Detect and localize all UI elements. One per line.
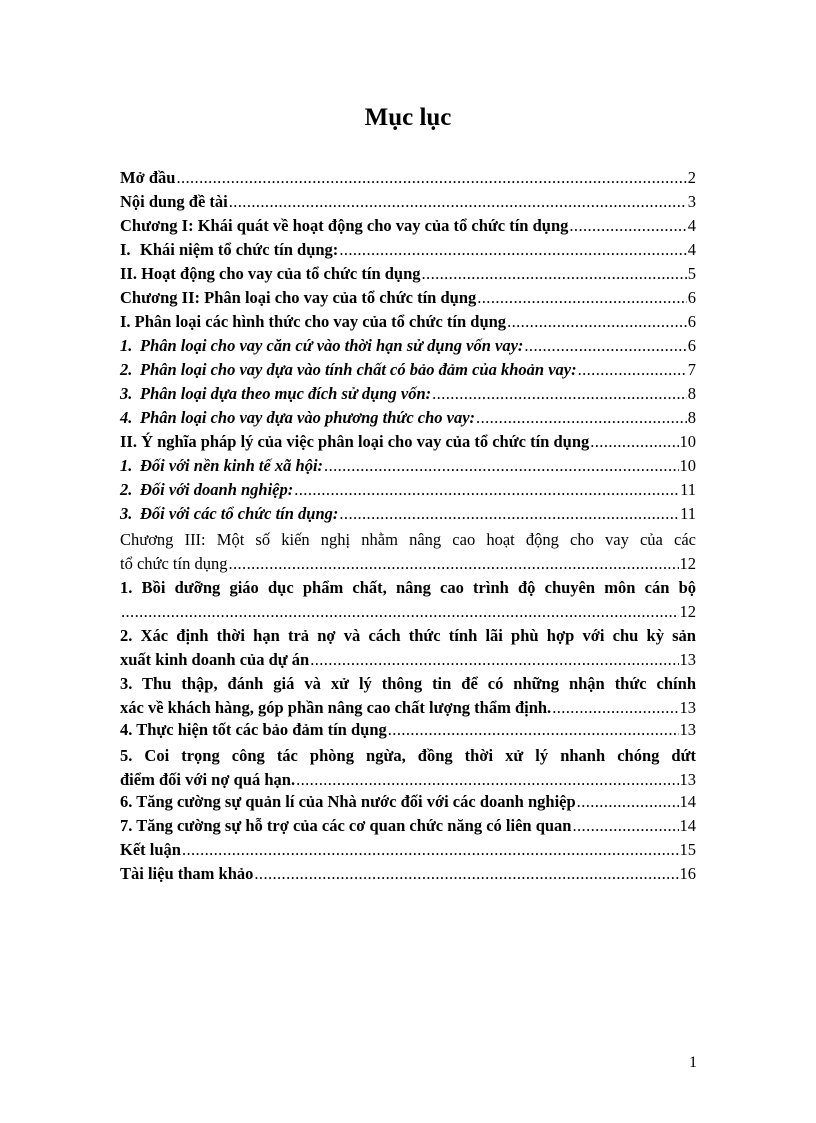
toc-entry-page: 12	[679, 554, 696, 573]
toc-entry-label: Kết luận	[120, 840, 181, 859]
dot-leader	[476, 408, 687, 428]
toc-entry-label: II. Ý nghĩa pháp lý của việc phân loại cho vay của tổ chức tín dụng	[120, 432, 590, 451]
dot-leader	[294, 480, 679, 500]
toc-entry-page: 11	[680, 504, 696, 523]
dot-leader	[578, 360, 687, 380]
dot-leader	[254, 864, 678, 884]
dot-leader	[176, 168, 686, 188]
toc-entry-page: 3	[687, 192, 696, 211]
toc-entry-label: Nội dung đề tài	[120, 192, 228, 211]
page-title: Mục lục	[364, 104, 452, 131]
toc-entry[interactable]	[120, 840, 696, 864]
toc-entry-label: 1. Bồi dưỡng giáo dục phẩm chất, nâng cao trình độ chuyên môn cán bộ	[120, 578, 696, 597]
toc-entry-label: Đối với nền kinh tế xã hội:	[140, 456, 324, 475]
toc-entry-page: 14	[679, 816, 696, 835]
toc-entry[interactable]	[120, 264, 696, 288]
toc-entry-label: Phân loại cho vay căn cứ vào thời hạn sử dụng vốn vay:	[140, 336, 524, 355]
toc-entry[interactable]	[120, 240, 696, 264]
toc-entry-number: 4.	[120, 408, 133, 427]
dot-leader	[577, 792, 679, 812]
toc-entry-label-continued: điểm đối với nợ quá hạn.	[120, 770, 296, 789]
toc-entry-label: Phân loại dựa theo mục đích sử dụng vốn:	[140, 384, 432, 403]
toc-entry[interactable]	[120, 432, 696, 456]
toc-entry-label: 4. Thực hiện tốt các bảo đảm tín dụng	[120, 720, 387, 739]
toc-entry-page: 14	[679, 792, 696, 811]
dot-leader	[569, 216, 686, 236]
dot-leader	[422, 264, 687, 284]
toc-entry-label-continued: xác về khách hàng, góp phần nâng cao chất lượng thẩm định.	[120, 698, 552, 717]
toc-entry[interactable]	[120, 312, 696, 336]
toc-entry-page: 10	[679, 456, 696, 475]
toc-entry[interactable]	[120, 384, 696, 408]
toc-entry[interactable]	[120, 672, 696, 720]
toc-entry-label: Khái niệm tổ chức tín dụng:	[140, 240, 339, 259]
toc-entry[interactable]	[120, 336, 696, 360]
toc-entry-number: I.	[120, 240, 131, 259]
toc-entry[interactable]	[120, 192, 696, 216]
dot-leader	[228, 552, 678, 576]
toc-entry-page: 16	[679, 864, 696, 883]
toc-entry-page: 10	[679, 432, 696, 451]
toc-entry[interactable]	[120, 864, 696, 888]
toc-entry-page: 13	[679, 698, 696, 717]
toc-entry-label: 6. Tăng cường sự quản lí của Nhà nước đối với các doanh nghiệp	[120, 792, 576, 811]
dot-leader	[310, 648, 678, 672]
toc-entry-number: 2.	[120, 480, 133, 499]
toc-entry-page: 2	[687, 168, 696, 187]
toc-entry-label-continued: xuất kinh doanh của dự án	[120, 650, 310, 669]
toc-entry-page: 12	[679, 602, 696, 621]
toc-entry-page: 4	[687, 216, 696, 235]
toc-entry-page: 6	[687, 312, 696, 331]
toc-entry[interactable]	[120, 576, 696, 624]
toc-entry[interactable]	[120, 480, 696, 504]
toc-entry-page: 8	[687, 384, 696, 403]
toc-entry-label: Phân loại cho vay dựa vào phương thức cho vay:	[140, 408, 476, 427]
toc-entry-number: 1.	[120, 456, 133, 475]
toc-entry-label: Đối với các tổ chức tín dụng:	[140, 504, 339, 523]
toc-entry-page: 11	[680, 480, 696, 499]
toc-entry[interactable]	[120, 360, 696, 384]
toc-entry[interactable]	[120, 216, 696, 240]
toc-entry-number: 2.	[120, 360, 133, 379]
toc-entry-page: 4	[687, 240, 696, 259]
toc-entry[interactable]	[120, 456, 696, 480]
toc-entry-label: Mở đầu	[120, 168, 176, 187]
toc-entry-label: Chương III: Một số kiến nghị nhằm nâng cao hoạt động cho vay của các	[120, 530, 696, 549]
table-of-contents	[120, 168, 696, 888]
toc-entry-page: 8	[687, 408, 696, 427]
dot-leader	[229, 192, 687, 212]
toc-entry-label: Tài liệu tham khảo	[120, 864, 254, 883]
toc-entry-page: 6	[687, 288, 696, 307]
toc-entry[interactable]	[120, 720, 696, 744]
toc-entry[interactable]	[120, 744, 696, 792]
toc-entry[interactable]	[120, 528, 696, 576]
dot-leader	[524, 336, 686, 356]
toc-entry-label-continued: tổ chức tín dụng	[120, 554, 228, 573]
dot-leader	[507, 312, 687, 332]
toc-entry-label: 2. Xác định thời hạn trả nợ và cách thức tính lãi phù hợp với chu kỳ sản	[120, 626, 696, 645]
dot-leader	[432, 384, 687, 404]
toc-entry-page: 15	[679, 840, 696, 859]
dot-leader	[590, 432, 678, 452]
toc-entry-page: 13	[679, 650, 696, 669]
dot-leader	[296, 768, 678, 792]
toc-entry-label: I. Phân loại các hình thức cho vay của tổ chức tín dụng	[120, 312, 507, 331]
toc-entry-page: 13	[679, 720, 696, 739]
toc-entry-label: 5. Coi trọng công tác phòng ngừa, đồng thời xử lý nhanh chóng dứt	[120, 746, 696, 765]
toc-entry-label: II. Hoạt động cho vay của tổ chức tín dụng	[120, 264, 421, 283]
toc-entry-page: 13	[679, 770, 696, 789]
page-number: 1	[689, 1054, 697, 1071]
toc-entry[interactable]	[120, 288, 696, 312]
toc-entry-label: Phân loại cho vay dựa vào tính chất có bảo đảm của khoản vay:	[140, 360, 577, 379]
dot-leader	[477, 288, 687, 308]
toc-entry-page: 7	[687, 360, 696, 379]
toc-entry-page: 6	[687, 336, 696, 355]
toc-entry-page: 5	[687, 264, 696, 283]
dot-leader	[339, 504, 679, 524]
toc-entry[interactable]	[120, 504, 696, 528]
toc-entry-number: 3.	[120, 504, 133, 523]
toc-entry-label: Chương II: Phân loại cho vay của tổ chức tín dụng	[120, 288, 477, 307]
toc-entry[interactable]	[120, 168, 696, 192]
toc-entry[interactable]	[120, 408, 696, 432]
dot-leader	[552, 696, 678, 720]
dot-leader	[182, 840, 679, 860]
toc-entry[interactable]	[120, 816, 696, 840]
toc-entry-label: Đối với doanh nghiệp:	[140, 480, 294, 499]
dot-leader	[324, 456, 678, 476]
dot-leader	[388, 720, 679, 740]
dot-leader	[339, 240, 686, 260]
dot-leader	[573, 816, 679, 836]
toc-entry-label: Chương I: Khái quát về hoạt động cho vay của tổ chức tín dụng	[120, 216, 569, 235]
toc-entry-label: 3. Thu thập, đánh giá và xử lý thông tin để có những nhận thức chính	[120, 674, 696, 693]
dot-leader	[121, 600, 679, 624]
toc-entry-label: 7. Tăng cường sự hỗ trợ của các cơ quan chức năng có liên quan	[120, 816, 572, 835]
toc-entry[interactable]	[120, 792, 696, 816]
toc-entry[interactable]	[120, 624, 696, 672]
toc-entry-number: 1.	[120, 336, 133, 355]
toc-entry-number: 3.	[120, 384, 133, 403]
